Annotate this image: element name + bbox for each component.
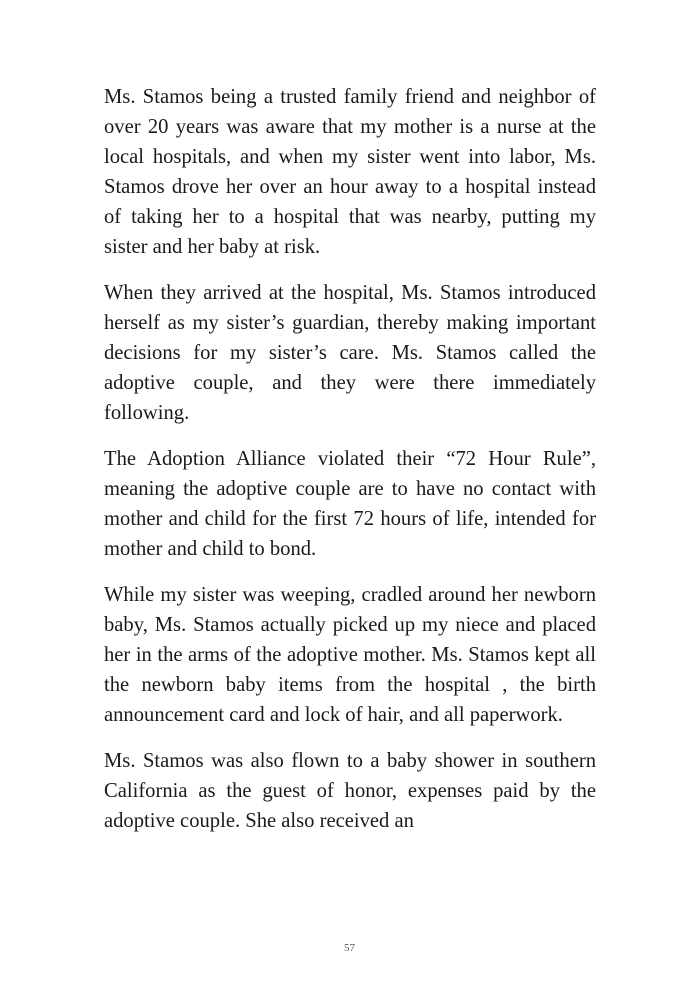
- paragraph-4: While my sister was weeping, cradled around her newborn baby, Ms. Stamos actually picked up my niece and placed her in the arms of the adoptive mother. Ms. Stamos kept all the newborn baby items from the hospital , the birth announcement card and lock of hair, and all paperwork.: [104, 584, 596, 726]
- paragraph-5: Ms. Stamos was also flown to a baby shower in southern California as the guest of honor, expenses paid by the adoptive couple. She also received an: [104, 750, 596, 832]
- body-text: [104, 82, 596, 852]
- paragraph-3: The Adoption Alliance violated their “72 Hour Rule”, meaning the adoptive couple are to have no contact with mother and child for the first 72 hours of life, intended for mother and child to bond.: [104, 448, 596, 560]
- page-number: 57: [344, 942, 355, 954]
- paragraph-2: When they arrived at the hospital, Ms. Stamos introduced herself as my sister’s guardian, thereby making important decisions for my sister’s care. Ms. Stamos called the adoptive couple, and they were there immediately following.: [104, 282, 596, 424]
- paragraph-1: Ms. Stamos being a trusted family friend and neighbor of over 20 years was aware that my mother is a nurse at the local hospitals, and when my sister went into labor, Ms. Stamos drove her over an hour away to a hospital instead of taking her to a hospital that was nearby, putting my sister and her baby at risk.: [104, 86, 596, 258]
